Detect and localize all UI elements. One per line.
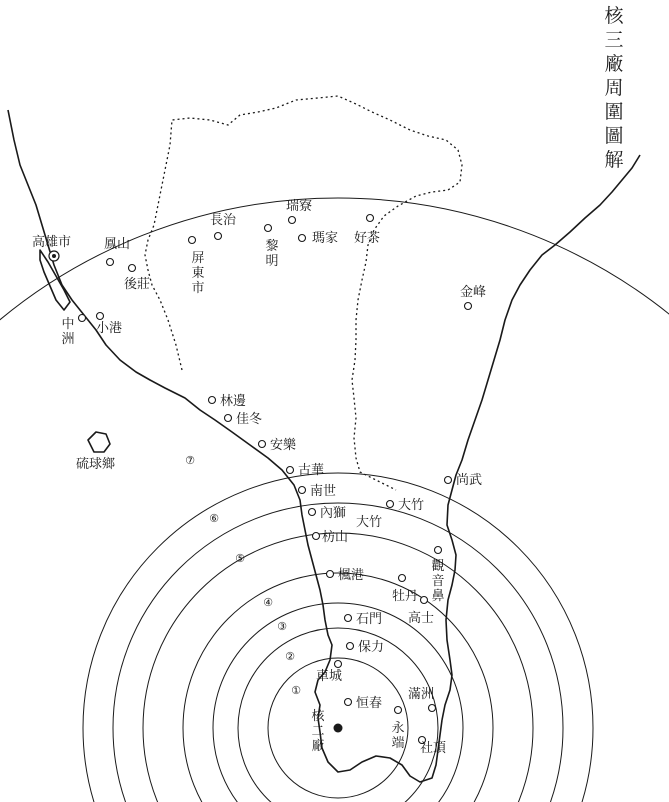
zone-label-4: ④ bbox=[263, 596, 273, 609]
town-label-shangwu: 尚武 bbox=[456, 473, 483, 488]
town-label-yongduan: 永端 bbox=[391, 721, 405, 751]
town-dot-checheng bbox=[335, 661, 342, 668]
nuclear-plant-marker bbox=[311, 708, 342, 754]
town-dot-gaoshi bbox=[421, 597, 428, 604]
town-dot-hengchun bbox=[345, 699, 352, 706]
zone-label-3: ③ bbox=[277, 620, 287, 633]
zone-ring-6 bbox=[113, 503, 563, 802]
town-label-shimen: 石門 bbox=[356, 612, 383, 627]
zone-ring-7 bbox=[83, 473, 593, 802]
town-label-fenggang: 楓港 bbox=[338, 568, 365, 583]
city-marker-kaohsiung bbox=[32, 234, 71, 261]
zone-label-6: ⑥ bbox=[209, 512, 219, 525]
town-dot-fengshan bbox=[107, 259, 114, 266]
town-dot-guanyinbi bbox=[435, 547, 442, 554]
town-dot-dazhu bbox=[387, 501, 394, 508]
town-markers bbox=[61, 198, 486, 756]
title-char: 周 bbox=[604, 77, 624, 99]
town-label-zhongzhou: 中洲 bbox=[61, 317, 75, 347]
town-label-anle: 安樂 bbox=[270, 438, 297, 453]
town-dot-houzhuang bbox=[129, 265, 136, 272]
city-inner-dot bbox=[52, 254, 56, 258]
town-dot-fangshan bbox=[313, 533, 320, 540]
title-char: 解 bbox=[604, 149, 624, 171]
plant-dot bbox=[334, 724, 343, 733]
town-label-checheng: 車城 bbox=[316, 669, 343, 684]
town-dot-shangwu bbox=[445, 477, 452, 484]
town-label-haocha: 好茶 bbox=[354, 231, 381, 246]
zone-label-5: ⑤ bbox=[235, 552, 245, 565]
town-label-fengshan: 鳳山 bbox=[104, 237, 131, 252]
town-dot-haocha bbox=[367, 215, 374, 222]
town-label-liming: 黎明 bbox=[265, 239, 279, 269]
radiation-zone-rings bbox=[0, 198, 669, 802]
town-dot-jiadong bbox=[225, 415, 232, 422]
zone-ring-8 bbox=[0, 198, 669, 802]
zone-ring-2 bbox=[238, 628, 438, 802]
town-dot-jinfeng bbox=[465, 303, 472, 310]
town-label-guanyinbi: 觀音鼻 bbox=[431, 559, 445, 604]
town-label-pingtung: 屏東市 bbox=[191, 251, 205, 296]
town-dot-shimen bbox=[345, 615, 352, 622]
liuqiu-island bbox=[88, 432, 110, 452]
title-char: 廠 bbox=[604, 53, 624, 75]
title-char: 三 bbox=[604, 29, 624, 51]
town-label-jinfeng: 金峰 bbox=[460, 285, 487, 300]
map-title bbox=[604, 5, 624, 171]
town-dot-zhongzhou bbox=[79, 315, 86, 322]
town-dot-majia bbox=[299, 235, 306, 242]
town-dot-guhua bbox=[287, 467, 294, 474]
town-dot-manzhou bbox=[429, 705, 436, 712]
plant-label: 核二廠 bbox=[311, 709, 325, 754]
title-char: 圖 bbox=[604, 125, 624, 147]
town-label-neishi: 內獅 bbox=[320, 506, 347, 521]
west-coastline bbox=[8, 110, 445, 782]
zone-label-7: ⑦ bbox=[185, 454, 195, 467]
town-dot-fenggang bbox=[327, 571, 334, 578]
town-label-manzhou: 滿洲 bbox=[408, 687, 435, 702]
town-label-gaoshi: 高士 bbox=[408, 611, 435, 626]
town-label-guhua: 古華 bbox=[298, 463, 325, 478]
town-dot-baoli bbox=[347, 643, 354, 650]
zone-labels bbox=[185, 454, 301, 697]
town-label-fangshan: 枋山 bbox=[322, 530, 349, 545]
town-dot-liming bbox=[265, 225, 272, 232]
zone-label-2: ② bbox=[285, 650, 295, 663]
town-dot-yongduan bbox=[395, 707, 402, 714]
town-label-xiaogang: 小港 bbox=[96, 321, 123, 336]
town-label-dazhu-2: 大竹 bbox=[356, 515, 383, 530]
town-dot-pingtung bbox=[189, 237, 196, 244]
town-label-baoli: 保力 bbox=[358, 640, 385, 655]
town-dot-xiaogang bbox=[97, 313, 104, 320]
zone-label-1: ① bbox=[291, 684, 301, 697]
town-dot-linliao bbox=[289, 217, 296, 224]
town-label-houzhuang: 後莊 bbox=[124, 277, 151, 292]
town-dot-linbian bbox=[209, 397, 216, 404]
town-label-changzhi: 長治 bbox=[210, 213, 237, 228]
town-label-liuqiu: 硫球鄉 bbox=[76, 457, 116, 472]
town-label-dazhu: 大竹 bbox=[398, 498, 425, 513]
town-label-majia: 瑪家 bbox=[312, 231, 339, 246]
town-dot-neishi bbox=[309, 509, 316, 516]
town-dot-nanshi bbox=[299, 487, 306, 494]
town-label-hengchun: 恒春 bbox=[356, 696, 383, 711]
town-label-linliao: 瑞寮 bbox=[286, 199, 313, 214]
town-label-jiadong: 佳冬 bbox=[236, 412, 263, 427]
town-dot-mudan bbox=[399, 575, 406, 582]
title-char: 圍 bbox=[604, 101, 624, 123]
town-label-sheding: 社頂 bbox=[420, 741, 447, 756]
town-dot-changzhi bbox=[215, 233, 222, 240]
title-char: 核 bbox=[604, 5, 624, 27]
town-label-nanshi: 南世 bbox=[310, 484, 337, 499]
town-dot-anle bbox=[259, 441, 266, 448]
town-label-linbian: 林邊 bbox=[220, 394, 247, 409]
east-coastline bbox=[442, 155, 640, 720]
city-label: 高雄市 bbox=[32, 235, 72, 250]
town-label-mudan: 牡丹 bbox=[392, 589, 419, 604]
